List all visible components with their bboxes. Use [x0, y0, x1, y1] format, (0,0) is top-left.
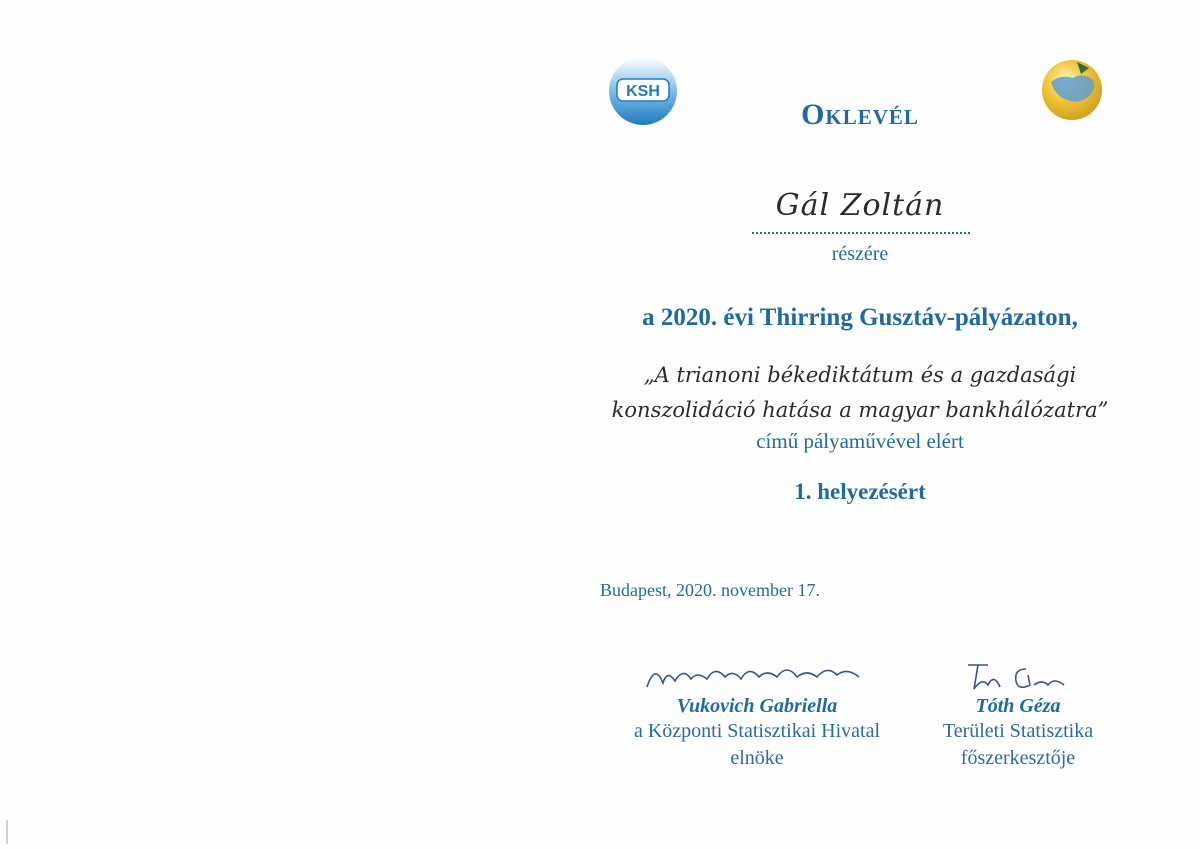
competition-line: a 2020. évi Thirring Gusztáv-pályázaton, [642, 304, 1078, 331]
signature-block-right [912, 655, 1124, 772]
for-label: részére [831, 243, 889, 265]
signatory-role-left-2: elnöke [730, 747, 784, 769]
signature-scribble-right [948, 655, 1088, 697]
scan-corner-mark [6, 820, 8, 844]
work-title-line1: „A trianoni békediktátum és a gazdasági [643, 363, 1077, 387]
signatory-role-right-2: főszerkesztője [960, 747, 1076, 769]
work-title [560, 358, 1160, 428]
placement: 1. helyezésért [794, 479, 926, 504]
work-title-line2: konszolidáció hatása a magyar bankhálózatra” [611, 398, 1109, 422]
place-date: Budapest, 2020. november 17. [600, 580, 820, 600]
certificate-title: Oklevél [801, 98, 919, 131]
signature-block-left [602, 655, 912, 772]
recipient-dotted-line [752, 232, 970, 234]
work-suffix: című pályaművével elért [756, 429, 964, 453]
ksh-logo-text: KSH [626, 83, 660, 100]
recipient-name: Gál Zoltán [775, 188, 945, 223]
signatory-name-left: Vukovich Gabriella [676, 695, 838, 717]
signature-scribble-left [637, 655, 877, 697]
signatory-role-left-1: a Központi Statisztikai Hivatal [633, 720, 881, 742]
signatory-role-right-1: Területi Statisztika [942, 720, 1094, 742]
signatory-name-right: Tóth Géza [975, 695, 1061, 717]
